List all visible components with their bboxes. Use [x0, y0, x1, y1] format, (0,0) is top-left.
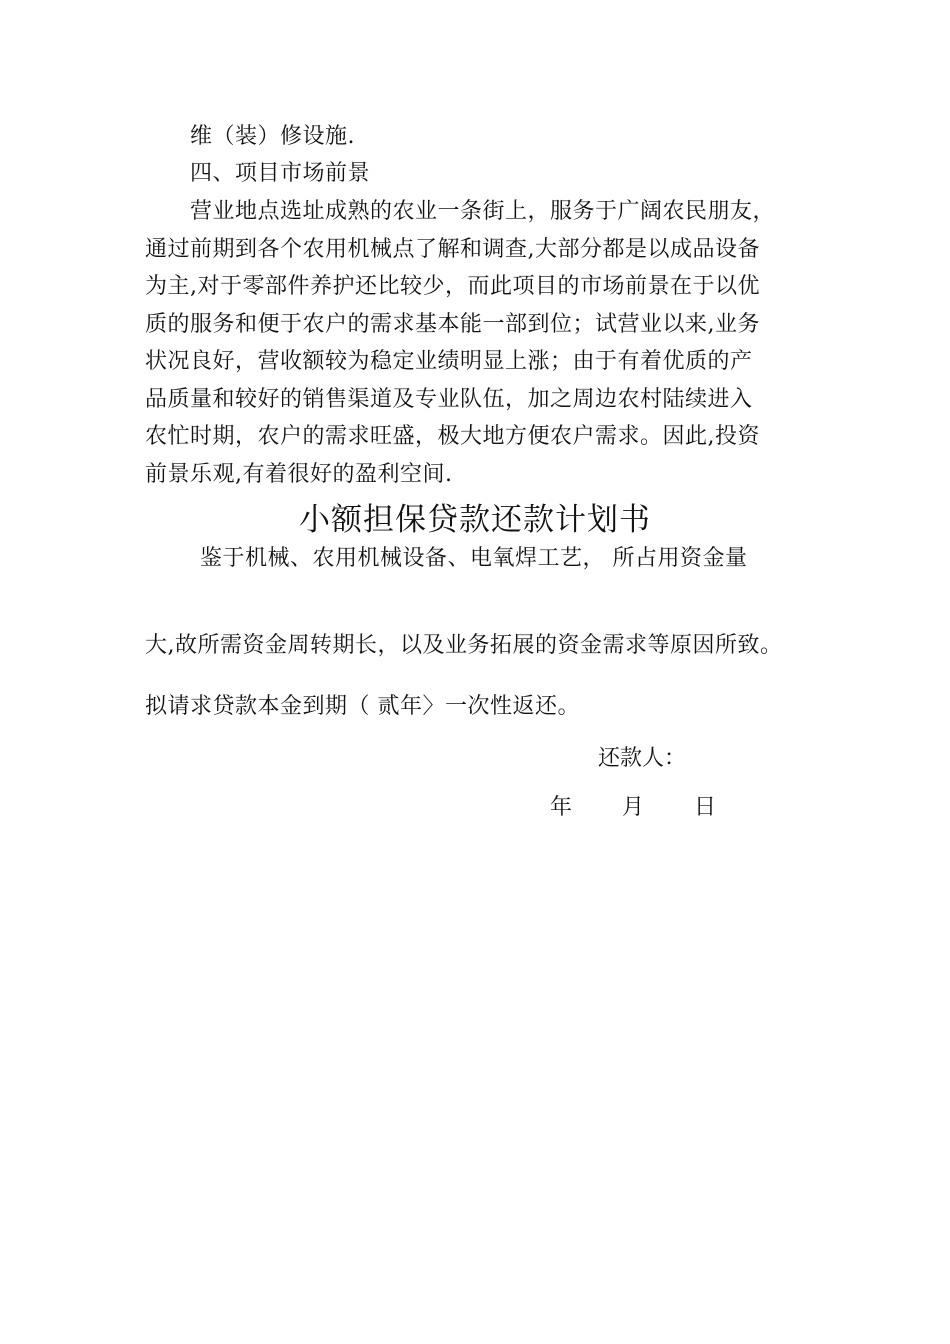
date-day: 日 — [694, 795, 717, 820]
plan-reason-line: 大,故所需资金周转期长，以及业务拓展的资金需求等原因所致。 — [145, 633, 783, 658]
paragraph-line: 状况良好，营收额较为稳定业绩明显上涨；由于有着优质的产 — [145, 349, 753, 374]
plan-repayment-line: 拟请求贷款本金到期（ 贰年〉一次性返还。 — [145, 694, 580, 719]
section-continuation-text: 维（装）修设施. — [190, 124, 355, 149]
paragraph-line: 营业地点选址成熟的农业一条街上，服务于广阔农民朋友， — [190, 199, 776, 224]
paragraph-line: 通过前期到各个农用机械点了解和调查,大部分都是以成品设备 — [145, 237, 760, 262]
paragraph-line: 质的服务和便于农户的需求基本能一部到位；试营业以来,业务 — [145, 312, 760, 337]
paragraph-line: 前景乐观,有着很好的盈利空间. — [145, 462, 453, 487]
paragraph-line: 农忙时期，农户的需求旺盛，极大地方便农户需求。因此,投资 — [145, 424, 760, 449]
date-month: 月 — [622, 795, 645, 820]
paragraph-line: 为主,对于零部件养护还比较少，而此项目的市场前景在于以优 — [145, 274, 760, 299]
repayer-label: 还款人： — [598, 746, 687, 771]
signature-date — [550, 789, 716, 827]
plan-title: 小额担保贷款还款计划书 — [299, 502, 651, 538]
section-heading: 四、项目市场前景 — [190, 161, 371, 186]
paragraph-line: 品质量和较好的销售渠道及专业队伍，加之周边农村陆续进入 — [145, 387, 753, 412]
plan-intro-line: 鉴于机械、农用机械设备、电氧焊工艺， 所占用资金量 — [200, 546, 748, 571]
date-year: 年 — [550, 795, 573, 820]
